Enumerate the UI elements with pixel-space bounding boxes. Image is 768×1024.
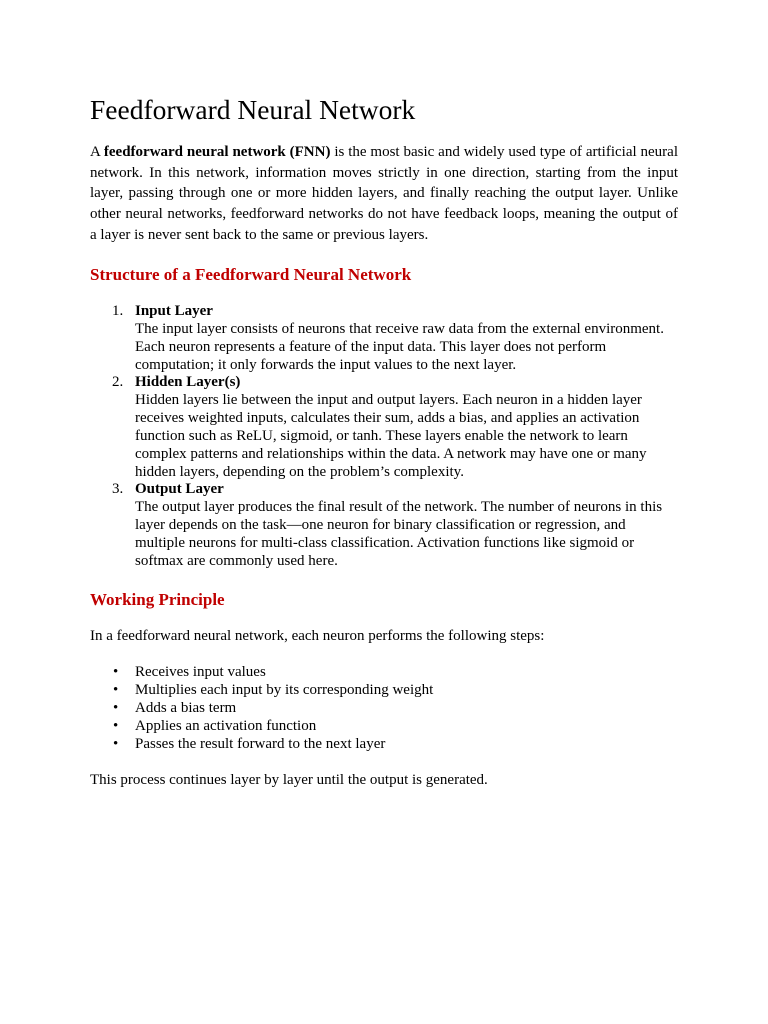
list-item-description: Hidden layers lie between the input and output layers. Each neuron in a hidden layer receives weighted inputs, calculates their sum, adds a bias, and applies an activation function such as ReLU, sigmoid, or tanh. These layers enable the network to learn complex patterns and relationships within the data. A network may have one or many hidden layers, depending on the problem’s complexity. xyxy=(135,392,647,480)
structure-heading: Structure of a Feedforward Neural Network xyxy=(90,265,412,284)
list-item-description: The output layer produces the final result of the network. The number of neurons in this layer depends on the task—one neuron for binary classification or regression, and multiple neurons for multi-class classification. Activation functions like sigmoid or softmax are commonly used here. xyxy=(135,499,663,569)
closing-text: This process continues layer by layer until the output is generated. xyxy=(90,772,488,788)
working-principle-heading: Working Principle xyxy=(90,590,225,609)
structure-item-input-layer xyxy=(90,303,678,374)
structure-item-hidden-layers xyxy=(90,374,678,481)
working-lead-text: In a feedforward neural network, each neuron performs the following steps: xyxy=(90,628,545,644)
intro-paragraph xyxy=(90,142,678,246)
bullet-icon: • xyxy=(113,736,119,752)
list-item xyxy=(90,735,678,753)
intro-bold-term: feedforward neural network (FNN) xyxy=(103,144,331,160)
list-item xyxy=(90,717,678,735)
intro-body: is the most basic and widely used type of artificial neural network. In this network, information moves strictly in one direction, starting from the input layer, passing through one or more hidden layers, and finally reaching the output layer. Unlike other neural networks, feedforward networks do not have feedback loops, meaning the output of a layer is never sent back to the same or previous layers. xyxy=(90,144,678,243)
list-number: 1. xyxy=(112,303,124,319)
list-number: 3. xyxy=(112,481,124,498)
list-item-text: Passes the result forward to the next layer xyxy=(135,736,386,752)
steps-list xyxy=(90,663,678,753)
structure-list xyxy=(90,303,678,571)
list-item-text: Adds a bias term xyxy=(135,700,237,716)
list-item-term: Input Layer xyxy=(135,303,213,319)
bullet-icon: • xyxy=(113,664,119,680)
list-item-text: Applies an activation function xyxy=(135,718,317,734)
list-item-term: Hidden Layer(s) xyxy=(135,374,241,391)
list-number: 2. xyxy=(112,374,124,391)
list-item xyxy=(90,681,678,699)
list-item-term: Output Layer xyxy=(135,481,224,498)
bullet-icon: • xyxy=(113,718,119,734)
list-item xyxy=(90,663,678,681)
list-item-text: Receives input values xyxy=(135,664,266,680)
bullet-icon: • xyxy=(113,700,119,716)
structure-item-output-layer xyxy=(90,481,678,570)
list-item xyxy=(90,699,678,717)
bullet-icon: • xyxy=(113,682,119,698)
intro-prefix: A xyxy=(90,144,104,160)
list-item-text: Multiplies each input by its corresponding weight xyxy=(135,682,434,698)
list-item-description: The input layer consists of neurons that receive raw data from the external environment. Each neuron represents a feature of the input data. This layer does not perform computation; it only forwards the input values to the next layer. xyxy=(135,320,664,373)
page-title: Feedforward Neural Network xyxy=(90,94,416,125)
